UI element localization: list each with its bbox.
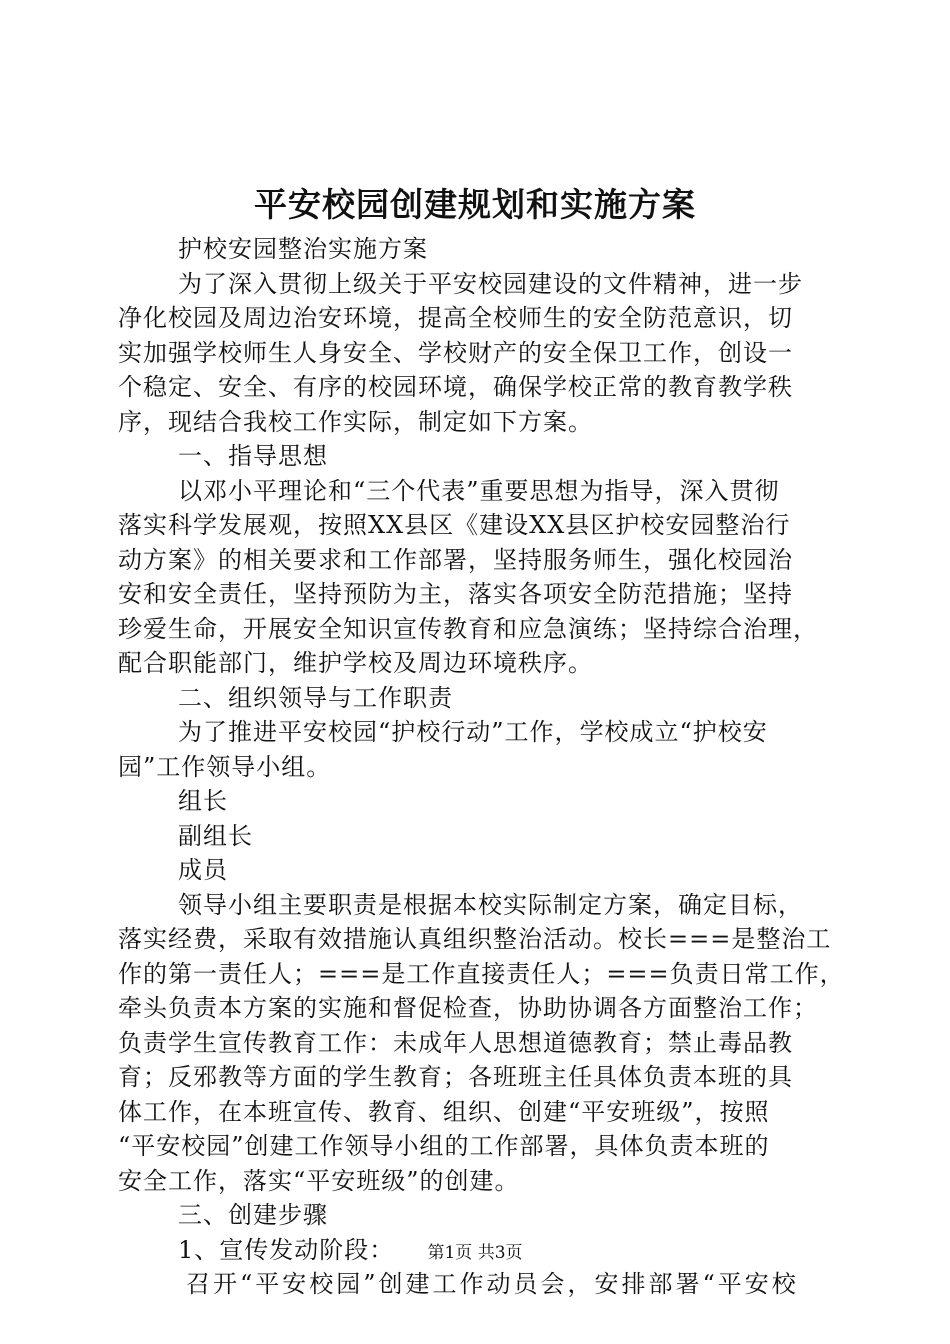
paragraph-line: 以邓小平理论和“三个代表”重要思想为指导，深入贯彻 <box>178 476 780 505</box>
role-line: 组长 <box>178 787 228 815</box>
section-heading: 一、指导思想 <box>178 442 328 470</box>
paragraph-line: 为了深入贯彻上级关于平安校园建设的文件精神，进一步 <box>178 269 803 298</box>
paragraph-line: 牵头负责本方案的实施和督促检查，协助协调各方面整治工作； <box>118 994 818 1022</box>
paragraph-line: “平安校园”创建工作领导小组的工作部署，具体负责本班的 <box>118 1132 770 1160</box>
paragraph-line: 负责学生宣传教育工作：未成年人思想道德教育；禁止毒品教 <box>118 1028 793 1057</box>
paragraph-line: 序，现结合我校工作实际，制定如下方案。 <box>118 407 593 436</box>
document-title: 平安校园创建规划和实施方案 <box>254 185 696 224</box>
paragraph-line: 领导小组主要职责是根据本校实际制定方案，确定目标， <box>178 890 803 919</box>
paragraph-line: 作的第一责任人；===是工作直接责任人；===负责日常工作， <box>118 959 845 988</box>
paragraph-line: 配合职能部门，维护学校及周边环境秩序。 <box>118 649 593 677</box>
section-heading: 二、组织领导与工作职责 <box>178 683 453 712</box>
paragraph-line: 个稳定、安全、有序的校园环境，确保学校正常的教育教学秩 <box>118 373 793 401</box>
subtitle-line: 护校安园整治实施方案 <box>178 235 428 263</box>
paragraph-line: 落实经费，采取有效措施认真组织整治活动。校长===是整治工 <box>118 925 832 953</box>
paragraph-line: 园”工作领导小组。 <box>118 752 332 781</box>
paragraph-line: 召开“平安校园”创建工作动员会，安排部署“平安校 <box>186 1270 799 1298</box>
paragraph-line: 实加强学校师生人身安全、学校财产的安全保卫工作，创设一 <box>118 338 793 367</box>
paragraph-line: 动方案》的相关要求和工作部署，坚持服务师生，强化校园治 <box>118 545 793 574</box>
role-line: 成员 <box>178 856 228 884</box>
section-heading: 三、创建步骤 <box>178 1201 328 1229</box>
document-body <box>118 232 845 1302</box>
paragraph-line: 为了推进平安校园“护校行动”工作，学校成立“护校安 <box>178 718 768 746</box>
paragraph-line: 体工作，在本班宣传、教育、组织、创建“平安班级”，按照 <box>118 1097 770 1126</box>
paragraph-line: 安全工作，落实“平安班级”的创建。 <box>118 1166 520 1195</box>
page-footer: 第1页 共3页 <box>427 1243 523 1263</box>
paragraph-line: 珍爱生命，开展安全知识宣传教育和应急演练；坚持综合治理， <box>118 614 818 643</box>
paragraph-line: 净化校园及周边治安环境，提高全校师生的安全防范意识，切 <box>118 304 793 332</box>
paragraph-line: 安和安全责任，坚持预防为主，落实各项安全防范措施；坚持 <box>118 580 793 608</box>
role-line: 副组长 <box>178 821 253 850</box>
step-heading: 1、宣传发动阶段： <box>178 1235 395 1264</box>
paragraph-line: 落实科学发展观，按照XX县区《建设XX县区护校安园整治行 <box>118 511 791 539</box>
paragraph-line: 育；反邪教等方面的学生教育；各班班主任具体负责本班的具 <box>118 1063 793 1091</box>
